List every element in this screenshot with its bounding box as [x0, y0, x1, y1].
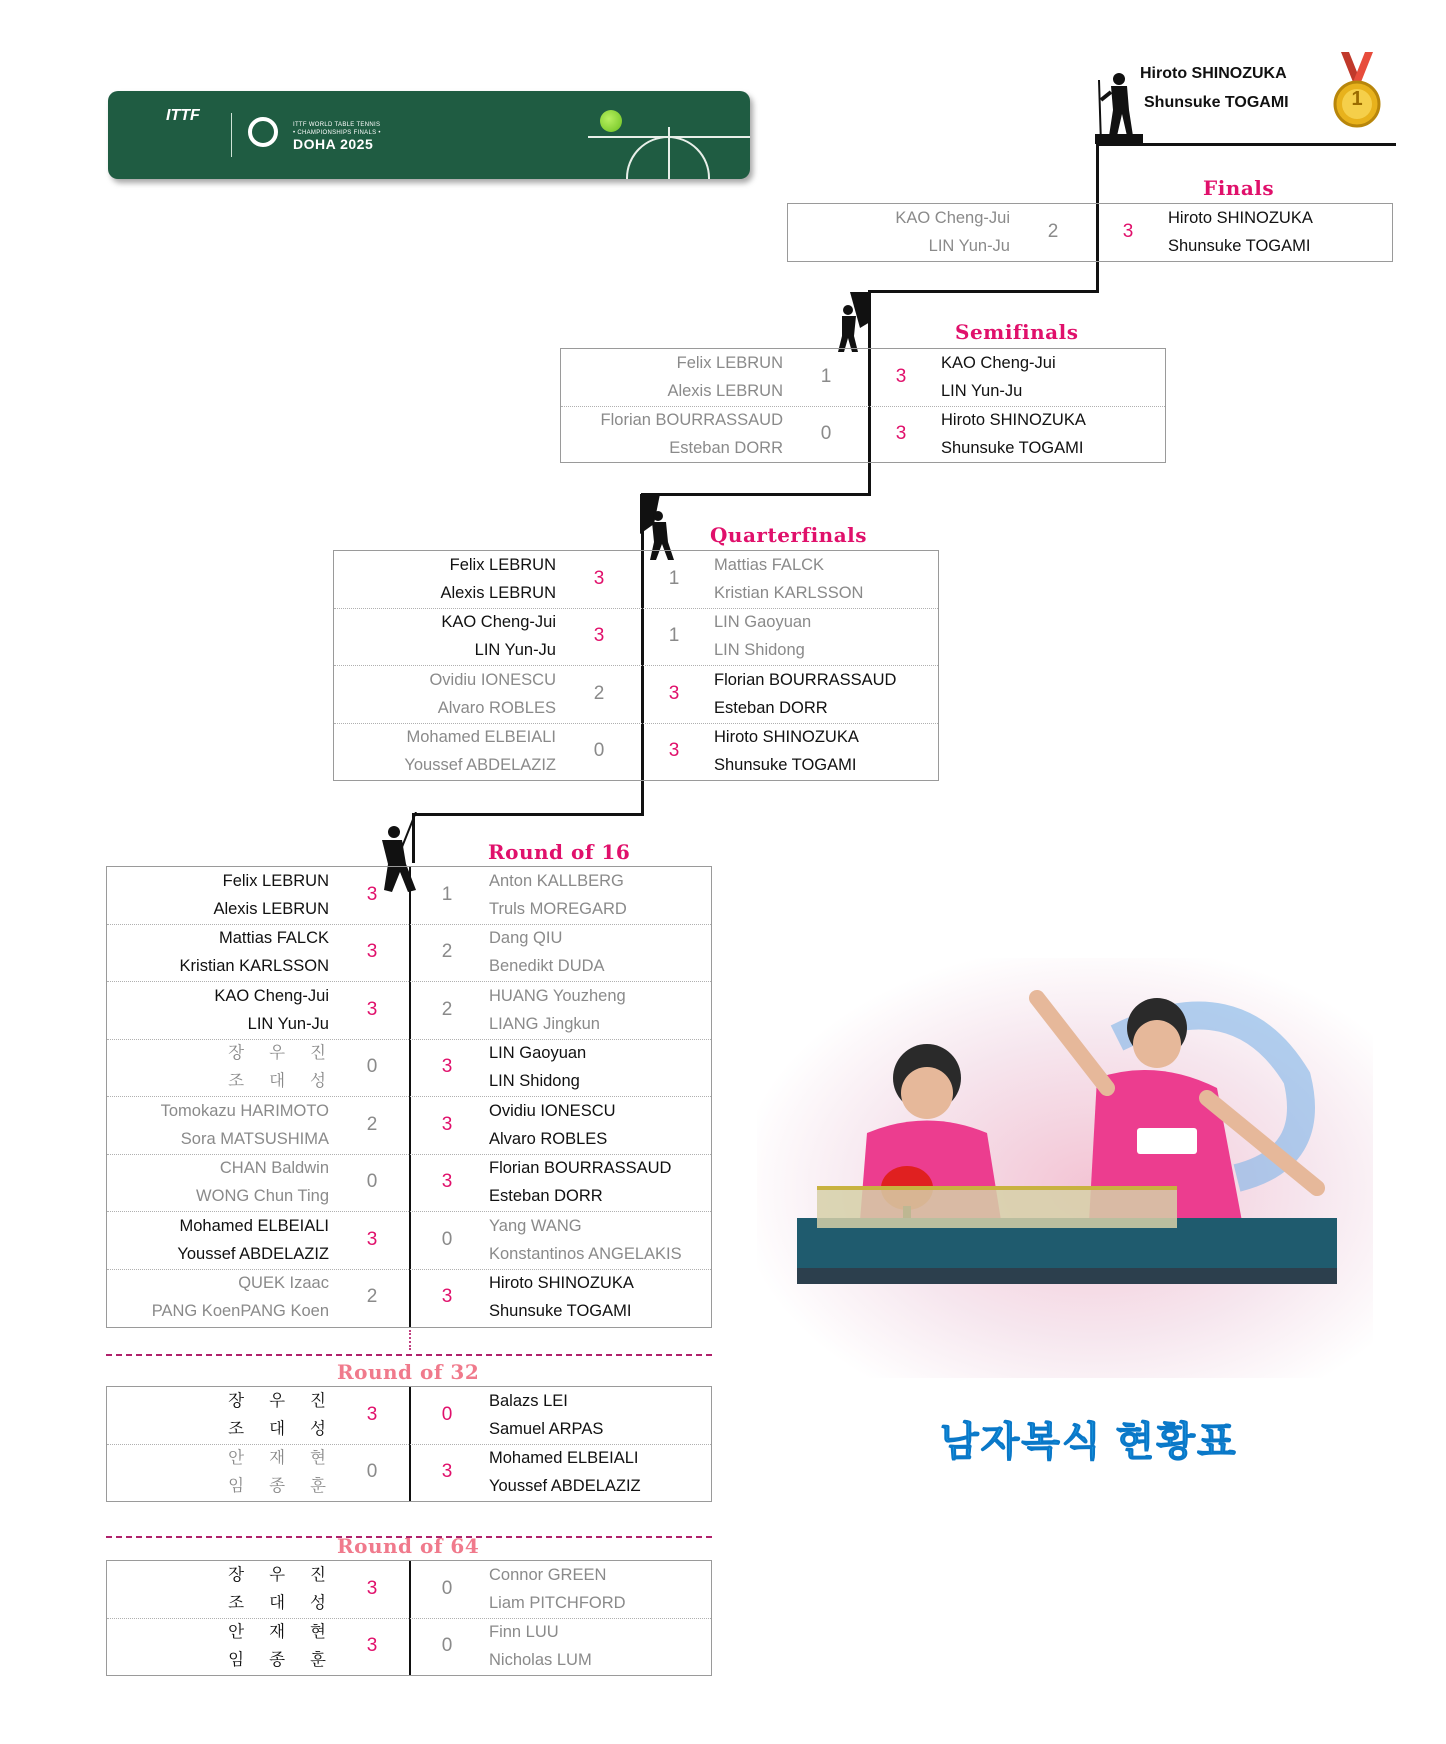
player: Mohamed ELBEIALI: [179, 1217, 329, 1235]
player: Felix LEBRUN: [676, 354, 783, 372]
player: Florian BOURRASSAUD: [714, 671, 897, 689]
score: 0: [820, 423, 832, 444]
player: Youssef ABDELAZIZ: [489, 1477, 641, 1495]
champion-player1: Hiroto SHINOZUKA: [1140, 65, 1287, 82]
score: 3: [366, 999, 378, 1020]
score: 0: [441, 1635, 453, 1656]
match-row: [334, 723, 938, 780]
player: Hiroto SHINOZUKA: [489, 1274, 634, 1292]
player: Alexis LEBRUN: [213, 900, 329, 918]
player: Shunsuke TOGAMI: [714, 756, 857, 774]
player: Hiroto SHINOZUKA: [714, 728, 859, 746]
player: Tomokazu HARIMOTO: [160, 1102, 329, 1120]
photo-title: 남자복식 현황표: [940, 1420, 1238, 1464]
player: Dang QIU: [489, 929, 563, 947]
banner-divider: [231, 113, 232, 157]
player: Finn LUU: [489, 1623, 559, 1641]
score: 3: [593, 568, 605, 589]
player: KAO Cheng-Jui: [895, 209, 1010, 227]
player: 임종훈: [228, 1651, 351, 1669]
match-row: [107, 1039, 711, 1097]
match-row: [788, 204, 1392, 261]
player: 장우진: [228, 1392, 351, 1410]
semifinals-table: [560, 348, 1166, 463]
score: 3: [366, 1229, 378, 1250]
score: 2: [441, 999, 453, 1020]
match-row: [107, 1212, 711, 1270]
connector-line: [409, 1330, 411, 1350]
player: Youssef ABDELAZIZ: [404, 756, 556, 774]
player: Shunsuke TOGAMI: [489, 1302, 632, 1320]
player: PANG KoenPANG Koen: [151, 1302, 329, 1320]
finals-title: Finals: [1203, 176, 1275, 200]
championship-logo-icon: [248, 117, 278, 147]
player: 조대성: [228, 1420, 351, 1438]
player: Balazs LEI: [489, 1392, 568, 1410]
player: KAO Cheng-Jui: [441, 613, 556, 631]
score: 3: [593, 625, 605, 646]
player: LIN Yun-Ju: [941, 382, 1023, 400]
player: 안재현: [228, 1449, 351, 1467]
player: 임종훈: [228, 1477, 351, 1495]
match-row: [561, 406, 1165, 463]
event-subtitle: [293, 121, 381, 137]
player: Konstantinos ANGELAKIS: [489, 1245, 682, 1263]
quarterfinals-title: Quarterfinals: [710, 523, 868, 547]
stair-h1: [868, 290, 1099, 293]
score: 3: [366, 941, 378, 962]
medal-number: 1: [1351, 88, 1363, 110]
round64-title: Round of 64: [337, 1534, 480, 1558]
match-row: [334, 551, 938, 609]
player: LIN Yun-Ju: [474, 641, 556, 659]
player: LIN Gaoyuan: [714, 613, 812, 631]
score: 1: [668, 625, 680, 646]
player: Benedikt DUDA: [489, 957, 605, 975]
match-row: [107, 1097, 711, 1155]
event-banner: [108, 91, 750, 179]
player: Shunsuke TOGAMI: [941, 439, 1084, 457]
player: Alvaro ROBLES: [437, 699, 556, 717]
player: LIANG Jingkun: [489, 1015, 600, 1033]
score: 3: [895, 423, 907, 444]
stair-h3: [412, 813, 644, 816]
player: Hiroto SHINOZUKA: [1168, 209, 1313, 227]
climber-icon: [830, 292, 870, 354]
match-row: [561, 349, 1165, 407]
player: Samuel ARPAS: [489, 1420, 604, 1438]
match-row: [107, 1269, 711, 1327]
player: Mattias FALCK: [218, 929, 329, 947]
round32-title: Round of 32: [337, 1360, 480, 1384]
player: WONG Chun Ting: [196, 1187, 329, 1205]
score: 2: [366, 1286, 378, 1307]
score: 2: [593, 683, 605, 704]
champion-player2: Shunsuke TOGAMI: [1144, 94, 1289, 111]
player: LIN Shidong: [489, 1072, 580, 1090]
score: 0: [366, 1056, 378, 1077]
player: CHAN Baldwin: [219, 1159, 329, 1177]
player: Florian BOURRASSAUD: [489, 1159, 672, 1177]
player: Esteban DORR: [489, 1187, 603, 1205]
score: 0: [366, 1171, 378, 1192]
score: 1: [668, 568, 680, 589]
round32-table: [106, 1386, 712, 1502]
player: Florian BOURRASSAUD: [600, 411, 783, 429]
finals-table: [787, 203, 1393, 262]
event-name: DOHA 2025: [293, 136, 374, 152]
score: 0: [441, 1404, 453, 1425]
player: 장우진: [228, 1044, 351, 1062]
player: Kristian KARLSSON: [179, 957, 329, 975]
stair-top: [1096, 143, 1396, 146]
player: Alexis LEBRUN: [440, 584, 556, 602]
player: KAO Cheng-Jui: [214, 987, 329, 1005]
player: Felix LEBRUN: [222, 872, 329, 890]
match-row: [107, 1561, 711, 1619]
player: Yang WANG: [489, 1217, 582, 1235]
ball-icon: [600, 110, 622, 132]
score: 3: [366, 1578, 378, 1599]
score: 0: [441, 1229, 453, 1250]
round32-separator: [106, 1354, 712, 1356]
player: LIN Yun-Ju: [928, 237, 1010, 255]
player: Felix LEBRUN: [449, 556, 556, 574]
quarterfinals-table: [333, 550, 939, 781]
player: Ovidiu IONESCU: [429, 671, 556, 689]
score: 3: [366, 1404, 378, 1425]
player: Alexis LEBRUN: [667, 382, 783, 400]
score: 0: [441, 1578, 453, 1599]
score: 2: [1047, 221, 1059, 242]
round16-title: Round of 16: [488, 840, 631, 864]
score: 3: [895, 366, 907, 387]
score: 2: [441, 941, 453, 962]
match-row: [107, 867, 711, 925]
player: Mohamed ELBEIALI: [489, 1449, 639, 1467]
score: 3: [441, 1056, 453, 1077]
player: Kristian KARLSSON: [714, 584, 864, 602]
match-row: [107, 924, 711, 982]
score: 3: [668, 683, 680, 704]
players-photo: [757, 958, 1373, 1378]
player: Truls MOREGARD: [489, 900, 627, 918]
score: 1: [441, 884, 453, 905]
player: Nicholas LUM: [489, 1651, 592, 1669]
match-row: [334, 666, 938, 724]
player: 장우진: [228, 1566, 351, 1584]
player: QUEK Izaac: [238, 1274, 329, 1292]
ittf-logo: ITTF: [166, 107, 200, 124]
score: 3: [441, 1461, 453, 1482]
table-arc-icon: [626, 136, 710, 179]
score: 3: [366, 1635, 378, 1656]
player: Shunsuke TOGAMI: [1168, 237, 1311, 255]
player: Hiroto SHINOZUKA: [941, 411, 1086, 429]
player: LIN Yun-Ju: [247, 1015, 329, 1033]
player: Youssef ABDELAZIZ: [177, 1245, 329, 1263]
score: 3: [441, 1286, 453, 1307]
match-row: [107, 982, 711, 1040]
score: 0: [593, 740, 605, 761]
score: 2: [366, 1114, 378, 1135]
match-row: [107, 1387, 711, 1445]
player: Mohamed ELBEIALI: [406, 728, 556, 746]
player: Esteban DORR: [669, 439, 783, 457]
player: HUANG Youzheng: [489, 987, 626, 1005]
score: 0: [366, 1461, 378, 1482]
event-line2: • CHAMPIONSHIPS FINALS •: [293, 130, 381, 136]
player: Sora MATSUSHIMA: [180, 1130, 329, 1148]
score: 1: [820, 366, 832, 387]
player: LIN Gaoyuan: [489, 1044, 587, 1062]
semifinals-title: Semifinals: [955, 320, 1079, 344]
player: 조대성: [228, 1072, 351, 1090]
match-row: [334, 608, 938, 666]
round64-table: [106, 1560, 712, 1676]
player: Alvaro ROBLES: [489, 1130, 608, 1148]
player: Mattias FALCK: [714, 556, 825, 574]
player: Esteban DORR: [714, 699, 828, 717]
player: Liam PITCHFORD: [489, 1594, 626, 1612]
player: Anton KALLBERG: [489, 872, 624, 890]
match-row: [107, 1618, 711, 1675]
score: 3: [1122, 221, 1134, 242]
player: KAO Cheng-Jui: [941, 354, 1056, 372]
score: 3: [441, 1171, 453, 1192]
match-row: [107, 1444, 711, 1501]
score: 3: [441, 1114, 453, 1135]
climber-summit-icon: [1093, 70, 1145, 144]
players-illustration: [757, 958, 1373, 1378]
event-line1: ITTF WORLD TABLE TENNIS: [293, 122, 381, 128]
player: 안재현: [228, 1623, 351, 1641]
player: LIN Shidong: [714, 641, 805, 659]
player: Ovidiu IONESCU: [489, 1102, 616, 1120]
match-row: [107, 1154, 711, 1212]
score: 3: [668, 740, 680, 761]
player: 조대성: [228, 1594, 351, 1612]
player: Connor GREEN: [489, 1566, 607, 1584]
score: 3: [366, 884, 378, 905]
round16-table: [106, 866, 712, 1328]
